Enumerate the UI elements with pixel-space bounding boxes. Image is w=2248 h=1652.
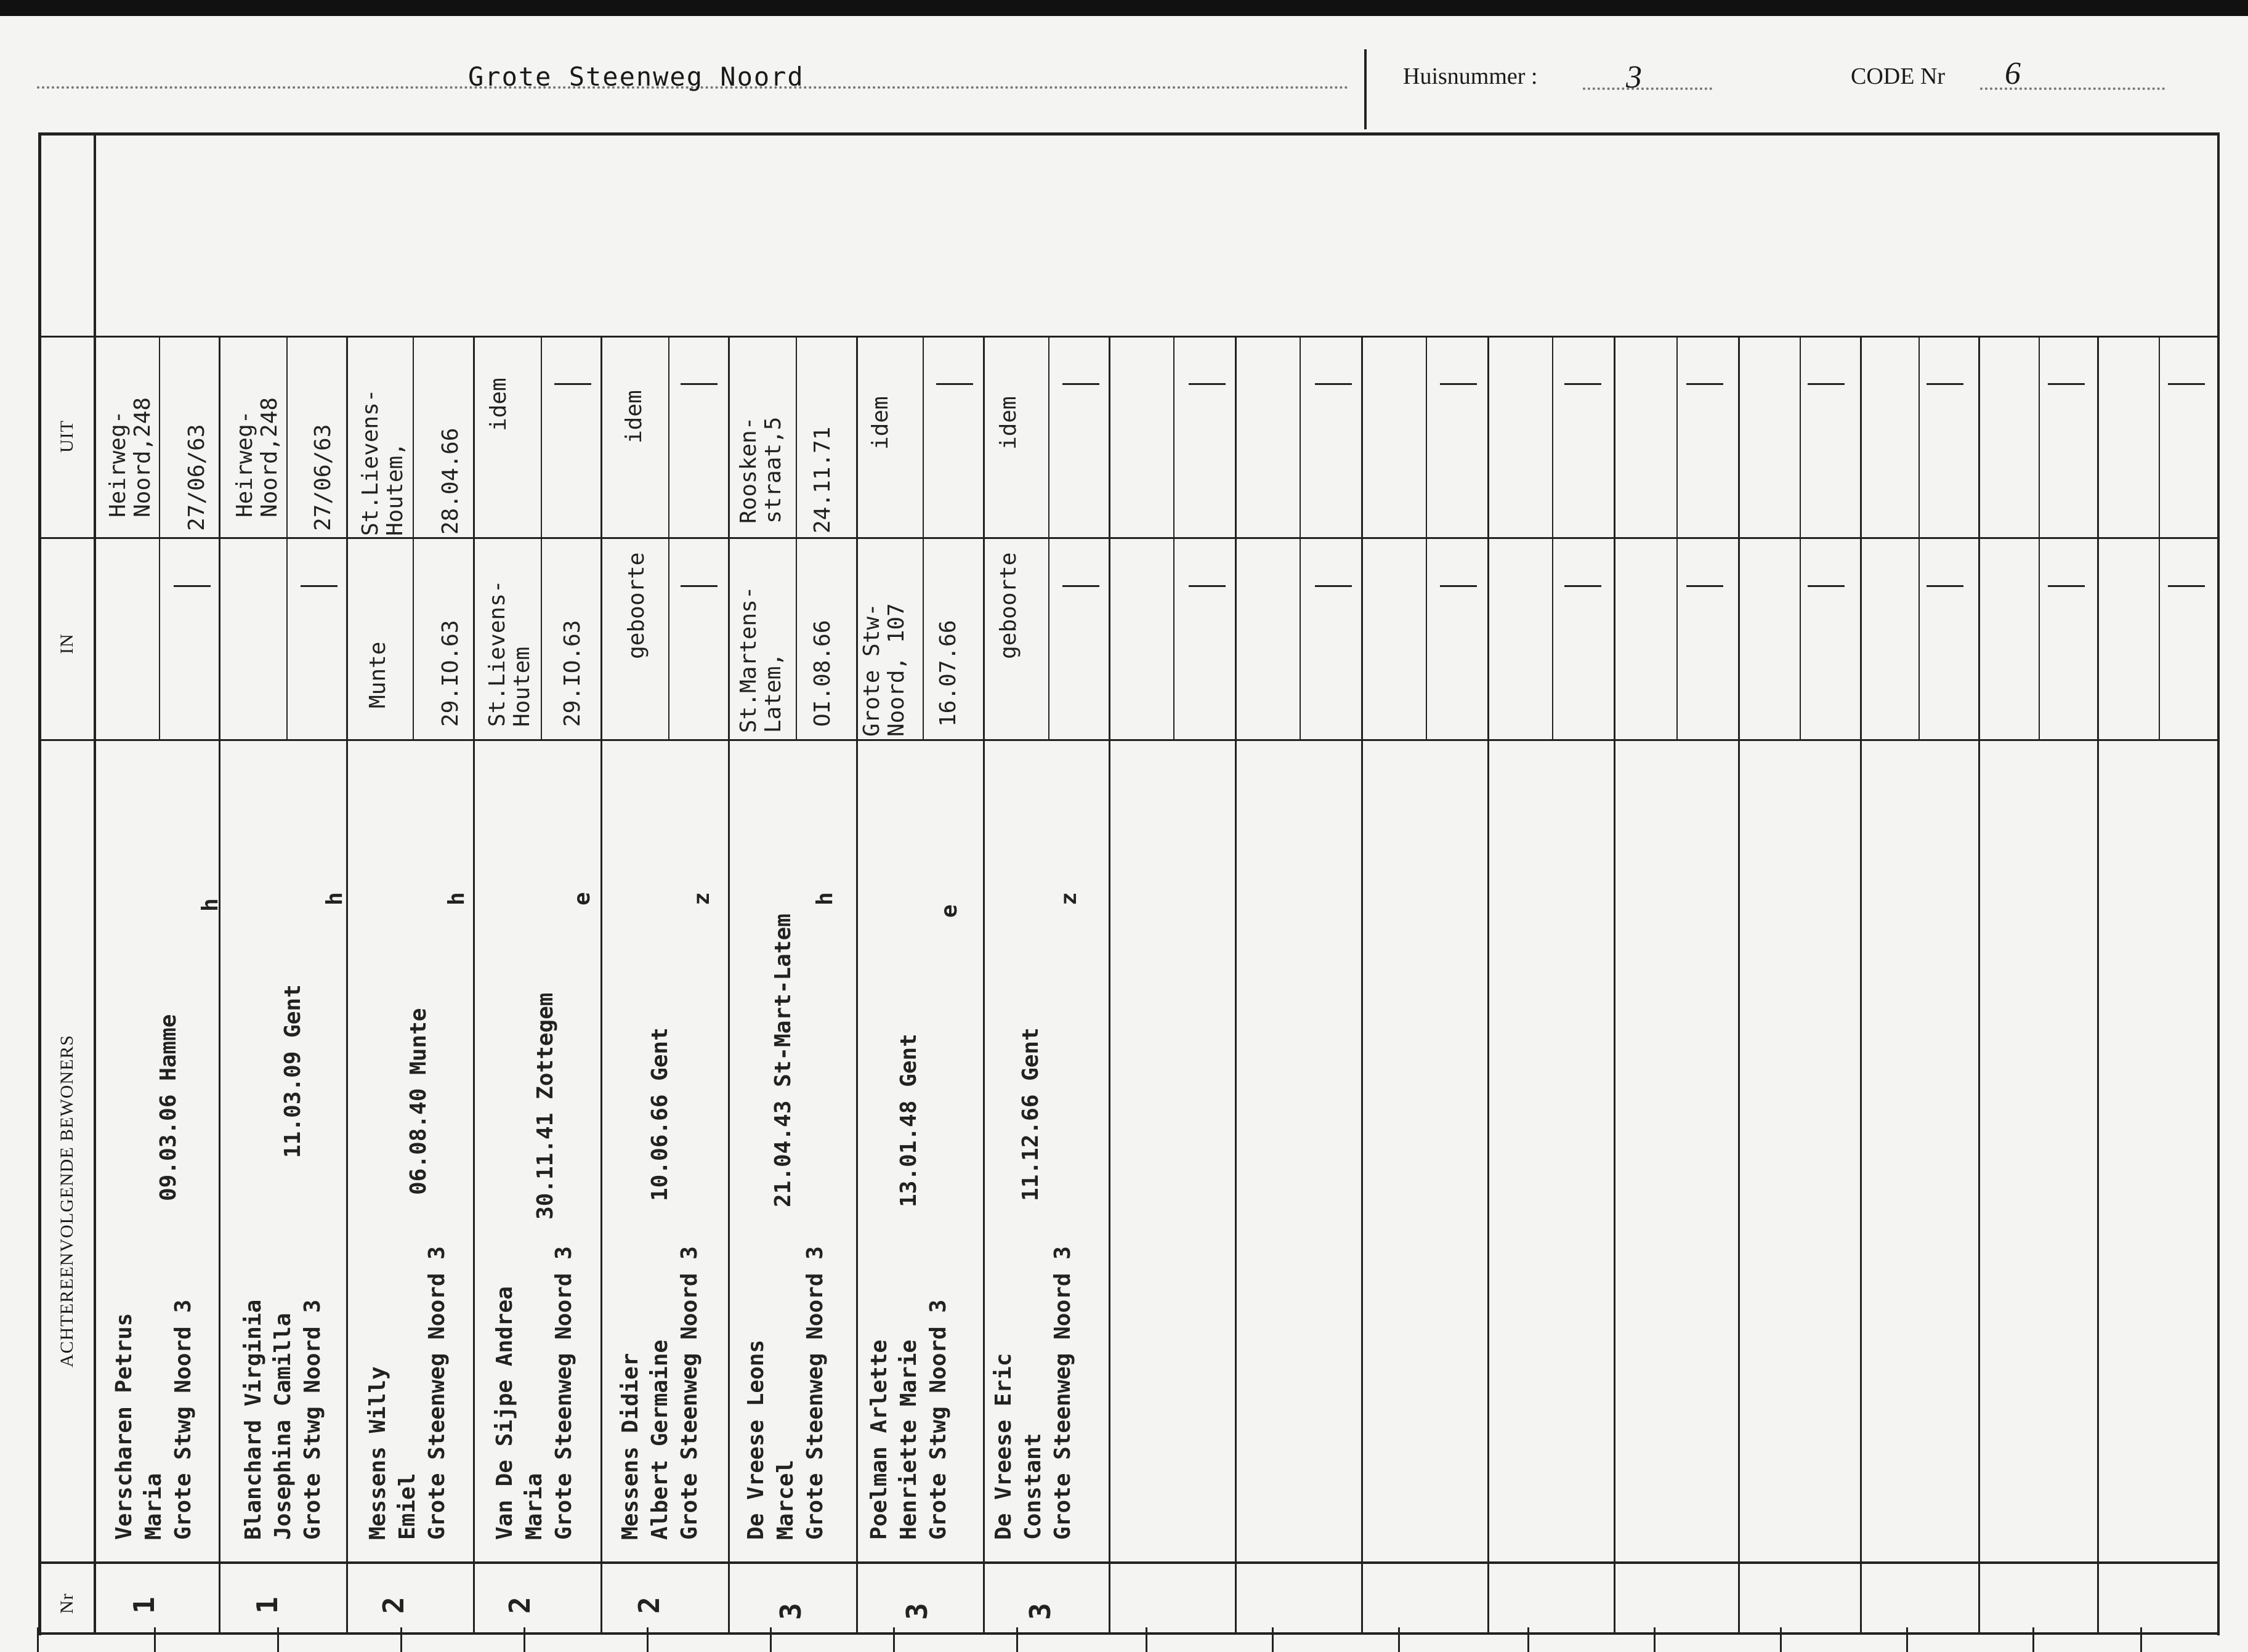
resident-nr: 3 [774,1603,807,1620]
bottom-tick [1780,1627,1782,1652]
uit-empty-dash [936,383,973,385]
uit-place: idem [621,390,647,443]
in-empty-dash [1189,585,1226,587]
resident-name: Messens Willy [365,1366,390,1540]
bottom-tick [1272,1627,1274,1652]
resident-given-names: Marcel [773,1459,798,1540]
sub-divider [541,338,542,739]
resident-mark: z [1056,892,1082,905]
resident-address: Grote Steenweg Noord 3 [803,1246,828,1540]
sub-divider [1426,338,1427,739]
in-place: St.Lievens- Houtem [485,580,535,727]
uit-date: 28.04.66 [438,427,463,535]
uit-place: Heirweg- Noord,248 [232,397,282,517]
resident-given-names: Albert Germaine [647,1339,673,1540]
uit-empty-dash [1189,383,1226,385]
resident-given-names: Maria [522,1473,547,1540]
resident-birth: 06.08.40 Munte [406,1008,431,1195]
column-divider [2097,338,2099,1632]
in-date: 16.07.66 [936,620,961,727]
resident-name: De Vreese Leons [743,1339,769,1540]
resident-nr: 1 [251,1597,284,1614]
code-number-value: 6 [2005,56,2021,91]
resident-nr: 2 [377,1597,410,1614]
resident-mark: h [322,892,347,905]
bottom-tick [1527,1627,1529,1652]
column-divider [1487,338,1489,1632]
sub-divider [413,338,414,739]
uit-empty-dash [2048,383,2085,385]
bottom-tick [1016,1627,1018,1652]
column-divider [219,338,220,1632]
in-date: OI.08.66 [810,620,835,727]
nr-section-label: Nr [57,1593,77,1614]
resident-given-names: Josephina Camilla [270,1313,296,1540]
table-left-border [38,132,41,1635]
street-name: Grote Steenweg Noord [468,62,804,92]
in-empty-dash [1808,585,1845,587]
resident-address: Grote Stwg Noord 3 [300,1299,325,1540]
resident-birth: 13.01.48 Gent [896,1034,921,1207]
bottom-tick [1398,1627,1400,1652]
resident-birth: 11.12.66 Gent [1018,1027,1043,1201]
bewoners-top-divider [38,739,2218,741]
resident-given-names: Constant [1021,1433,1046,1540]
uit-date: 27/06/63 [184,424,209,531]
bottom-tick [277,1627,279,1652]
in-empty-dash [1564,585,1601,587]
bottom-tick [2140,1627,2142,1652]
uit-place: Heirweg- Noord,248 [105,397,155,517]
bottom-tick [770,1627,772,1652]
in-section-label: IN [57,633,77,654]
bottom-tick [37,1627,39,1652]
resident-name: Verscharen Petrus [111,1313,137,1540]
resident-birth: 21.04.43 St-Mart-Latem [770,913,796,1207]
uit-place: idem [486,378,511,431]
bottom-tick [1654,1627,1656,1652]
table-top-border [38,132,2218,136]
in-empty-dash [1062,585,1099,587]
bottom-tick [2032,1627,2034,1652]
resident-birth: 10.06.66 Gent [647,1027,673,1201]
sub-divider [1918,338,1920,739]
in-place: Munte [365,641,390,708]
sub-divider [923,338,924,739]
sub-divider [796,338,797,739]
resident-given-names: Maria [141,1473,166,1540]
column-divider [728,338,730,1632]
house-number-value: 3 [1626,60,1642,95]
in-empty-dash [1315,585,1352,587]
header-divider [1364,49,1367,129]
sub-divider [2039,338,2040,739]
resident-name: Messens Didier [618,1353,643,1540]
resident-mark: h [198,898,223,912]
resident-name: De Vreese Eric [991,1353,1016,1540]
bewoners-section-label: ACHTEREENVOLGENDE BEWONERS [57,1034,77,1367]
in-place: geboorte [996,552,1021,659]
sub-divider [1048,338,1049,739]
uit-place: Roosken- straat,5 [736,416,786,524]
column-divider [983,338,985,1632]
resident-given-names: Emiel [395,1473,420,1540]
house-number-label: Huisnummer : [1403,63,1538,89]
in-place: geboorte [624,552,649,659]
uit-empty-dash [1315,383,1352,385]
uit-empty-dash [1686,383,1723,385]
sub-divider [1173,338,1175,739]
sub-divider [286,338,288,739]
resident-given-names: Henriette Marie [896,1339,921,1540]
column-divider [473,338,475,1632]
in-place: Grote Stw- Noord, 107 [859,603,909,737]
sub-divider [1552,338,1553,739]
column-divider [1978,338,1980,1632]
resident-name: Blanchard Virginia [241,1299,266,1540]
in-empty-dash [2048,585,2085,587]
bottom-tick [1146,1627,1147,1652]
resident-nr: 2 [633,1597,666,1614]
resident-address: Grote Steenweg Noord 3 [1050,1246,1075,1540]
sub-divider [668,338,669,739]
bottom-tick [524,1627,525,1652]
table-right-border [2217,132,2220,1635]
uit-top-divider [38,336,2218,338]
in-empty-dash [1440,585,1477,587]
resident-mark: e [570,892,595,905]
in-empty-dash [2168,585,2205,587]
in-empty-dash [174,585,211,587]
top-edge-bar [0,0,2248,16]
bottom-tick [893,1627,895,1652]
uit-empty-dash [1062,383,1099,385]
sub-divider [2159,338,2160,739]
uit-place: idem [996,396,1021,450]
in-date: 29.IO.63 [438,620,463,727]
bottom-tick [647,1627,649,1652]
in-date: 29.IO.63 [560,620,585,727]
uit-date: 24.11.71 [810,426,835,533]
nr-top-divider [38,1561,2218,1564]
resident-mark: e [937,904,962,918]
resident-address: Grote Stwg Noord 3 [171,1299,196,1540]
resident-address: Grote Steenweg Noord 3 [424,1246,450,1540]
resident-nr: 1 [127,1597,161,1614]
sub-divider [1800,338,1801,739]
in-place: St.Martens- Latem, [736,586,786,733]
table-bottom-border [38,1632,2218,1635]
resident-birth: 11.03.09 Gent [280,984,305,1158]
in-empty-dash [681,585,718,587]
column-divider [1361,338,1363,1632]
resident-mark: h [812,892,838,905]
uit-empty-dash [1564,383,1601,385]
resident-name: Poelman Arlette [867,1339,892,1540]
uit-empty-dash [1808,383,1845,385]
bottom-tick [400,1627,402,1652]
uit-empty-dash [1440,383,1477,385]
column-divider [1738,338,1740,1632]
column-divider [1860,338,1862,1632]
sub-divider [1676,338,1678,739]
uit-section-label: UIT [57,420,77,453]
sub-divider [1300,338,1301,739]
bottom-tick [1906,1627,1908,1652]
column-divider [1109,338,1110,1632]
column-divider [346,338,348,1632]
column-divider [1235,338,1237,1632]
label-column-divider [94,132,96,1632]
resident-address: Grote Steenweg Noord 3 [677,1246,702,1540]
column-divider [1614,338,1615,1632]
resident-name: Van De Sijpe Andrea [492,1286,517,1540]
uit-empty-dash [681,383,718,385]
resident-address: Grote Steenweg Noord 3 [551,1246,576,1540]
column-divider [600,338,602,1632]
in-empty-dash [1927,585,1963,587]
in-empty-dash [1686,585,1723,587]
resident-address: Grote Stwg Noord 3 [926,1299,951,1540]
resident-mark: h [444,892,469,905]
resident-nr: 3 [900,1603,934,1620]
uit-empty-dash [1927,383,1963,385]
house-number-dotted-line [1583,87,1712,90]
uit-place: St.Lievens- Houtem, [358,389,408,536]
resident-nr: 2 [503,1597,536,1614]
column-divider [856,338,858,1632]
resident-mark: z [689,892,714,905]
in-top-divider [38,537,2218,539]
resident-nr: 3 [1024,1603,1057,1620]
in-empty-dash [301,585,338,587]
resident-birth: 30.11.41 Zottegem [533,992,558,1220]
uit-empty-dash [554,383,591,385]
resident-birth: 09.03.06 Hamme [156,1014,181,1201]
uit-empty-dash [2168,383,2205,385]
sub-divider [159,338,160,739]
uit-date: 27/06/63 [310,424,336,531]
uit-place: idem [868,396,893,450]
bottom-tick [154,1627,156,1652]
code-number-label: CODE Nr [1851,63,1946,89]
